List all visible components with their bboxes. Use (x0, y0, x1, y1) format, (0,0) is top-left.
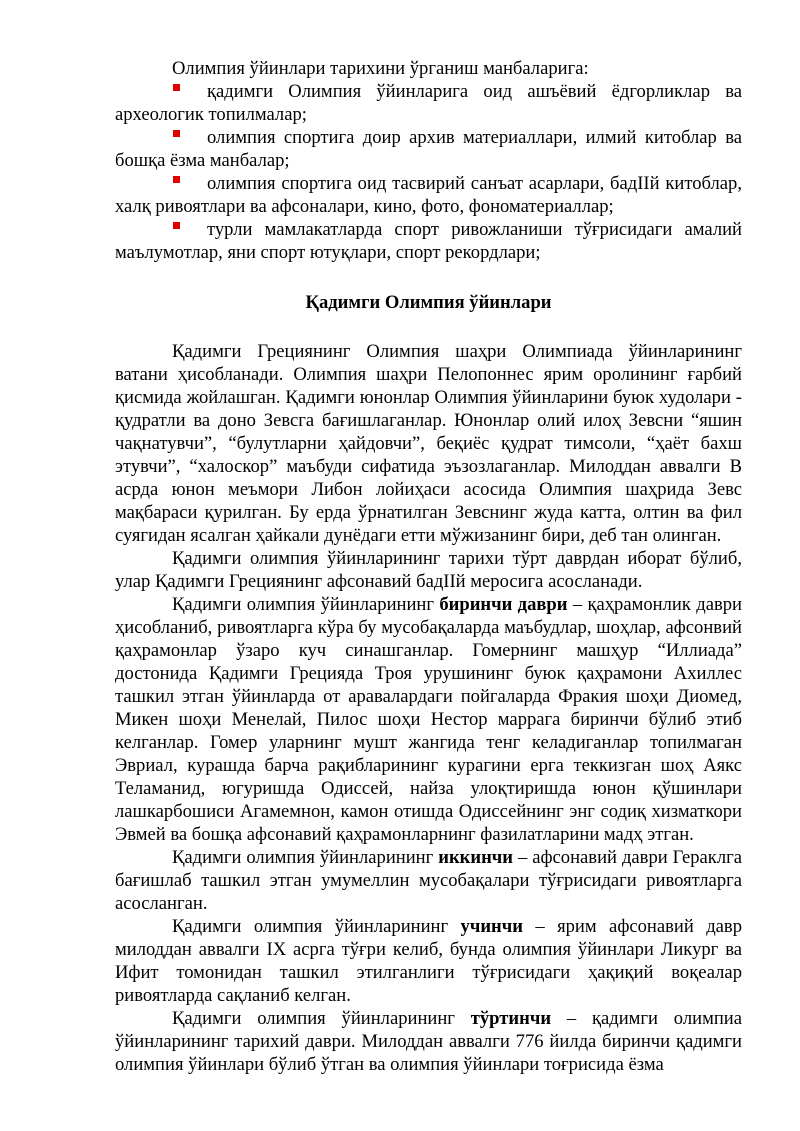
period-term-bold: иккинчи (438, 847, 513, 868)
bullet-square-icon (173, 222, 180, 229)
list-item-text: олимпия спортига оид тасвирий санъат асарлари, бадIIй китоблар, халқ ривоятлари ва афсоналари, кино, фото, фономатериаллар; (115, 173, 742, 217)
paragraph-lead: Қадимги олимпия ўйинларининг (172, 916, 461, 937)
bullet-square-icon (173, 176, 180, 183)
paragraph-four-periods: Қадимги олимпия ўйинларининг тарихи тўрт даврдан иборат бўлиб, улар Қадимги Грециянинг афсонавий бадIIй меросига асосланади. (115, 548, 742, 592)
paragraph-body: – ярим афсонавий давр милоддан аввалги IХ асрга тўғри келиб, бунда олимпия ўйинлари Ликург ва Ифит томонидан ташкил этилганлиги тўғрисидаги ҳақиқий воқеалар ривоятларда сақланиб келган. (115, 916, 742, 1006)
period-term-bold: тўртинчи (470, 1008, 552, 1029)
list-item-text: турли мамлакатларда спорт ривожланиши тўғрисидаги амалий маълумотлар, яни спорт ютуқлари, спорт рекордлари; (115, 219, 742, 263)
list-item-text: қадимги Олимпия ўйинларига оид ашъёвий ёдгорликлар ва археологик топилмалар; (115, 81, 742, 125)
paragraph-fourth-period (115, 1007, 742, 1076)
bullet-square-icon (173, 130, 180, 137)
period-term-bold: биринчи даври (439, 594, 568, 615)
paragraph-lead: Қадимги олимпия ўйинларининг (172, 594, 440, 615)
document-body (115, 57, 742, 1076)
paragraph-lead: Қадимги олимпия ўйинларининг (172, 1008, 471, 1029)
list-item (115, 80, 742, 126)
period-term-bold: учинчи (460, 916, 523, 937)
paragraph-third-period (115, 915, 742, 1007)
paragraph-body: – қаҳрамонлик даври ҳисобланиб, ривоятларга кўра бу мусобақаларда маъбудлар, шоҳлар, афсонвий қаҳрамонлар ўзаро куч синашганлар. Гомернинг машҳур “Иллиада” достонида Қадимги Грецияда Троя урушининг буюк қаҳрамони Ахиллес ташкил этган ўйинларда от аравалардаги пойгаларда Фракия шоҳи Диомед, Микен шоҳи Менелай, Пилос шоҳи Нестор маррага биринчи бўлиб этиб келганлар. Гомер уларнинг мушт жангида тенг келадиганлар топилмаган Эвриал, курашда барча рақибларининг курагини ерга теккизган шоҳ Аякс Теламанид, югуришда Одиссей, найза улоқтиришда юнон қўшинлари лашкарбошиси Агамемнон, камон отишда Одиссейнинг энг содиқ хизматкори Эвмей ва бошқа афсонавий қаҳрамонларнинг фазилатларини мадҳ этган. (115, 594, 742, 845)
bullet-square-icon (173, 84, 180, 91)
list-item-text: олимпия спортига доир архив материаллари, илмий китоблар ва бошқа ёзма манбалар; (115, 127, 742, 171)
paragraph-body: – қадимги олимпиа ўйинларининг тарихий даври. Милоддан аввалги 776 йилда биринчи қадимги олимпия ўйинлари бўлиб ўтган ва олимпия ўйинлари тоғрисида ёзма (115, 1008, 743, 1075)
section-heading: Қадимги Олимпия ўйинлари (305, 292, 552, 313)
paragraph-second-period (115, 846, 742, 915)
list-item (115, 172, 742, 218)
paragraph-body: – афсонавий даври Гераклга бағишлаб ташкил этган умумеллин мусобақалари тўғрисидаги ривоятларга асосланган. (115, 847, 742, 914)
paragraph-lead: Қадимги олимпия ўйинларининг (172, 847, 439, 868)
paragraph-first-period (115, 593, 742, 846)
paragraph-olympia-homeland: Қадимги Грециянинг Олимпия шаҳри Олимпиада ўйинларининг ватани ҳисобланади. Олимпия шаҳри Пелопоннес ярим оролининг ғарбий қисмида жойлашган. Қадимги юнонлар Олимпия ўйинларини буюк худолари - қудратли ва доно Зевсга бағишлаганлар. Юнонлар олий илоҳ Зевсни “яшин чақнатувчи”, “булутларни ҳайдовчи”, беқиёс қудрат тимсоли, “ҳаёт бахш этувчи”, “халоскор” маъбуди сифатида эъзозлаганлар. Милоддан аввалги В асрда юнон меъмори Либон лойиҳаси асосида Олимпия шаҳрида Зевс мақбараси қурилган. Бу ерда ўрнатилган Зевснинг жуда катта, олтин ва фил суягидан ясалган ҳайкали дунёдаги етти мўжизанинг бири, деб тан олинган. (115, 341, 742, 546)
list-item (115, 218, 742, 264)
sources-intro: Олимпия ўйинлари тарихини ўрганиш манбаларига: (172, 58, 589, 79)
list-item (115, 126, 742, 172)
